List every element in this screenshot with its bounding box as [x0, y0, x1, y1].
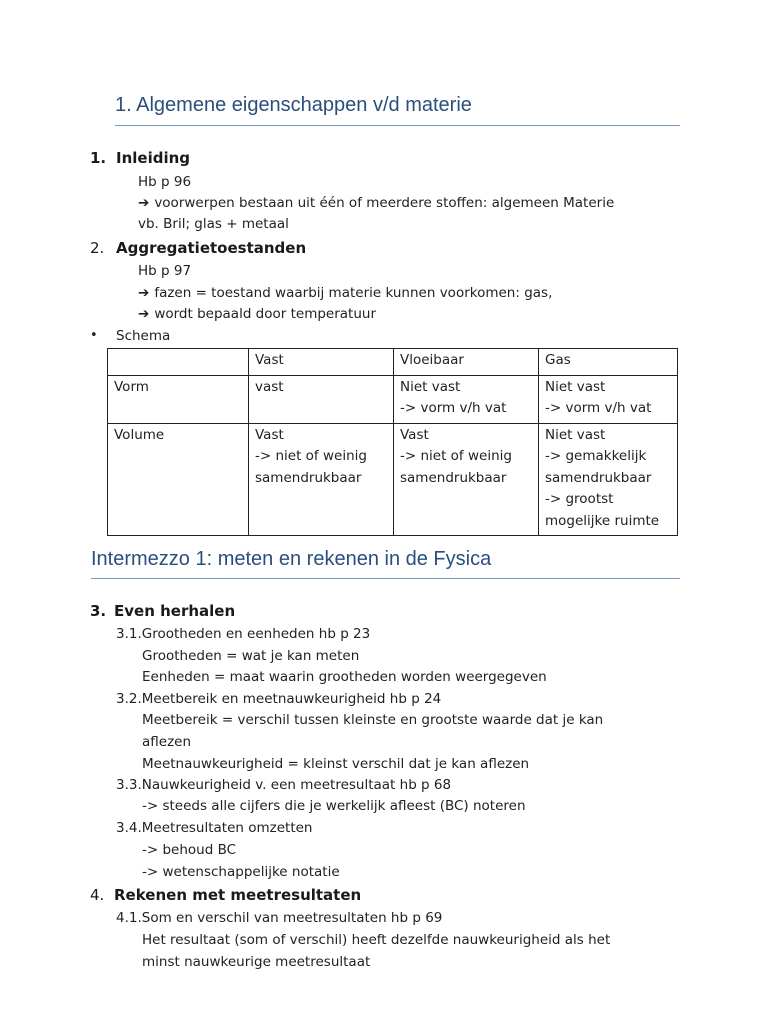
line-text: voorwerpen bestaan uit één of meerdere stoffen: algemeen Materie — [154, 195, 615, 211]
table-cell: Vast -> niet of weinig samendrukbaar — [394, 423, 539, 536]
line-text: Eenheden = maat waarin grootheden worden weergegeven — [142, 669, 547, 685]
table-header-cell: Vloeibaar — [394, 349, 539, 376]
arrow-icon: ➔ — [138, 306, 150, 322]
heading-number: 1. — [90, 149, 107, 167]
table-header-cell: Vast — [249, 349, 394, 376]
table-header-cell — [108, 349, 249, 376]
table-row-label: Vorm — [108, 375, 249, 423]
line-text: -> steeds alle cijfers die je werkelijk afleest (BC) noteren — [142, 798, 526, 814]
arrow-icon: ➔ — [138, 195, 150, 211]
table-cell: Niet vast -> vorm v/h vat — [539, 375, 678, 423]
line-text: -> wetenschappelijke notatie — [142, 864, 340, 880]
title-rule — [115, 125, 680, 126]
heading-herhalen: Even herhalen — [114, 602, 236, 620]
table-row — [108, 423, 678, 536]
line-text: Grootheden = wat je kan meten — [142, 648, 360, 664]
line-text: wordt bepaald door temperatuur — [154, 306, 377, 322]
line-text: fazen = toestand waarbij materie kunnen voorkomen: gas, — [154, 285, 553, 301]
heading-rekenen: Rekenen met meetresultaten — [114, 886, 362, 904]
bullet-icon: • — [90, 328, 98, 343]
arrow-line — [138, 306, 376, 322]
subheading: 4.1.Som en verschil van meetresultaten hb p 69 — [116, 910, 443, 926]
line-text: -> behoud BC — [142, 842, 237, 858]
arrow-icon: ➔ — [138, 285, 150, 301]
line-text: vb. Bril; glas + metaal — [138, 216, 289, 232]
table-cell: Niet vast -> vorm v/h vat — [394, 375, 539, 423]
heading-inleiding: Inleiding — [116, 149, 191, 167]
subheading: 3.3.Nauwkeurigheid v. een meetresultaat hb p 68 — [116, 777, 452, 793]
heading-number: 2. — [90, 239, 105, 257]
table-cell: vast — [249, 375, 394, 423]
reference: Hb p 97 — [138, 263, 192, 279]
table-row — [108, 375, 678, 423]
heading-aggregatie: Aggregatietoestanden — [116, 239, 307, 257]
reference: Hb p 96 — [138, 174, 192, 190]
table-cell: Vast -> niet of weinig samendrukbaar — [249, 423, 394, 536]
subheading: 3.1.Grootheden en eenheden hb p 23 — [116, 626, 371, 642]
schema-table — [107, 348, 678, 536]
arrow-line — [138, 195, 614, 211]
subheading: 3.4.Meetresultaten omzetten — [116, 820, 313, 836]
line-text: Meetbereik = verschil tussen kleinste en grootste waarde dat je kan — [142, 712, 604, 728]
table-cell: Niet vast -> gemakkelijk samendrukbaar -> grootst mogelijke ruimte — [539, 423, 678, 536]
heading-number: 4. — [90, 886, 105, 904]
arrow-line — [138, 285, 552, 301]
title-rule — [91, 578, 680, 579]
intermezzo-title: Intermezzo 1: meten en rekenen in de Fysica — [91, 548, 492, 570]
table-header-row — [108, 349, 678, 376]
line-text: aflezen — [142, 734, 192, 750]
subheading: 3.2.Meetbereik en meetnauwkeurigheid hb p 24 — [116, 691, 442, 707]
line-text: Het resultaat (som of verschil) heeft dezelfde nauwkeurigheid als het — [142, 932, 611, 948]
table-row-label: Volume — [108, 423, 249, 536]
heading-number: 3. — [90, 602, 107, 620]
line-text: minst nauwkeurige meetresultaat — [142, 954, 371, 970]
section-title: 1. Algemene eigenschappen v/d materie — [115, 94, 472, 116]
schema-label: Schema — [116, 328, 171, 344]
line-text: Meetnauwkeurigheid = kleinst verschil dat je kan aflezen — [142, 756, 530, 772]
table-header-cell: Gas — [539, 349, 678, 376]
